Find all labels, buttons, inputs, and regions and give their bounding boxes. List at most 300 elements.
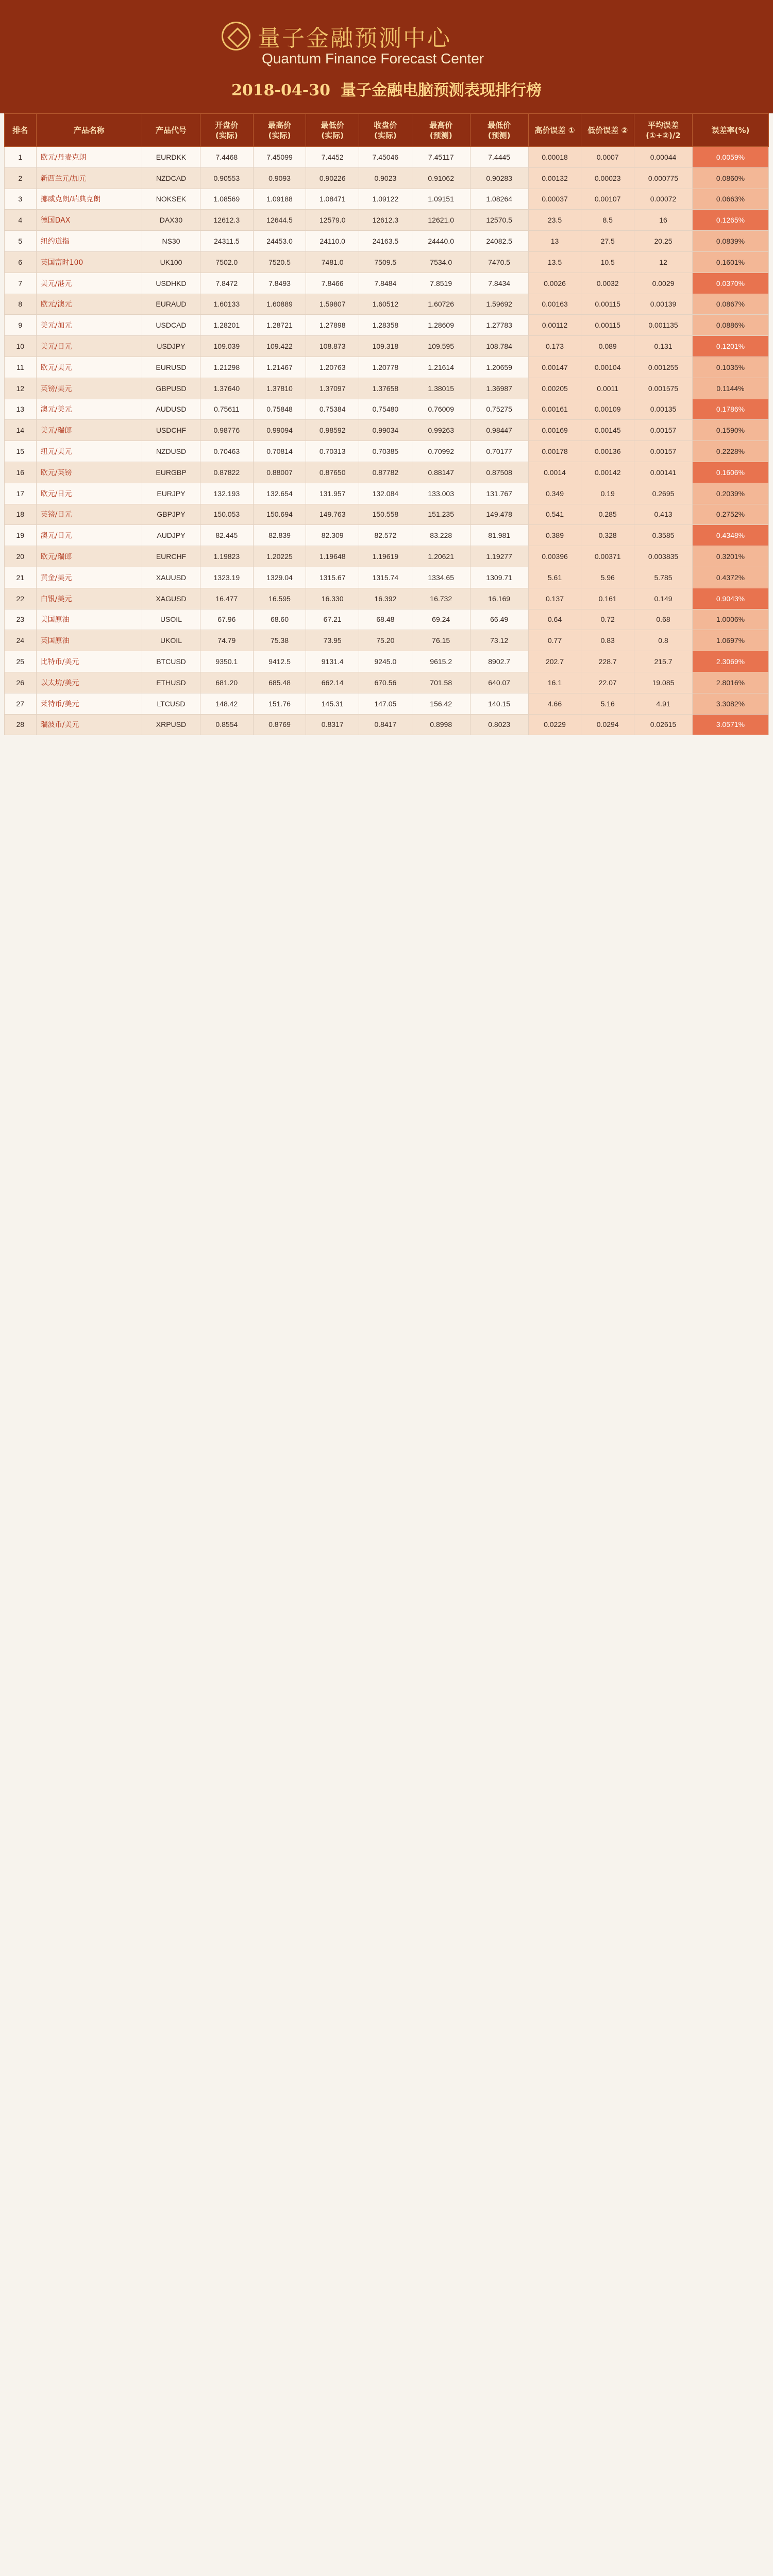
table-cell: 0.75611 <box>200 399 253 420</box>
table-cell: 0.0860% <box>693 167 769 189</box>
table-cell: 英镑/美元 <box>36 378 142 399</box>
table-cell: 9412.5 <box>253 651 306 672</box>
table-cell: 0.161 <box>581 588 634 609</box>
table-cell: 640.07 <box>470 672 528 693</box>
table-cell: 4 <box>5 210 37 231</box>
report-subtitle <box>0 77 773 100</box>
table-cell: 1315.67 <box>306 567 359 588</box>
table-cell: 109.422 <box>253 336 306 357</box>
table-cell: 149.763 <box>306 504 359 525</box>
table-cell: 欧元/瑞郎 <box>36 546 142 567</box>
table-cell: 23.5 <box>528 210 581 231</box>
table-cell: 68.48 <box>359 609 412 630</box>
table-cell: 82.839 <box>253 525 306 546</box>
table-cell: 1.37658 <box>359 378 412 399</box>
column-header-text: 误差率(%) <box>711 125 750 135</box>
table-cell: 133.003 <box>412 483 470 504</box>
table-cell: 比特币/美元 <box>36 651 142 672</box>
table-cell: 15 <box>5 441 37 462</box>
table-cell: 12621.0 <box>412 210 470 231</box>
table-cell: 662.14 <box>306 672 359 693</box>
table-cell: 28 <box>5 714 37 735</box>
table-cell: 8902.7 <box>470 651 528 672</box>
table-cell: 14 <box>5 420 37 441</box>
table-cell: 24110.0 <box>306 231 359 252</box>
table-cell: 148.42 <box>200 693 253 714</box>
table-cell: 0.149 <box>634 588 693 609</box>
table-cell: 1.19277 <box>470 546 528 567</box>
column-header <box>142 114 200 147</box>
table-cell: 0.00396 <box>528 546 581 567</box>
column-header-text: (①+②)/2 <box>646 130 681 140</box>
table-cell: 0.91062 <box>412 167 470 189</box>
table-cell: 0.75275 <box>470 399 528 420</box>
column-header <box>306 114 359 147</box>
table-cell: 0.70463 <box>200 441 253 462</box>
table-cell: 7.4445 <box>470 147 528 168</box>
table-cell: 0.88007 <box>253 462 306 483</box>
table-cell: 1334.65 <box>412 567 470 588</box>
table-cell: 132.654 <box>253 483 306 504</box>
table-cell: 0.1201% <box>693 336 769 357</box>
table-cell: 0.8317 <box>306 714 359 735</box>
table-cell: 莱特币/美元 <box>36 693 142 714</box>
table-cell: 670.56 <box>359 672 412 693</box>
table-cell: 109.318 <box>359 336 412 357</box>
table-cell: 0.68 <box>634 609 693 630</box>
table-cell: 7.8472 <box>200 273 253 294</box>
table-cell: 1.38015 <box>412 378 470 399</box>
table-cell: 0.8 <box>634 630 693 651</box>
table-cell: 0.1035% <box>693 357 769 378</box>
table-cell: 7509.5 <box>359 251 412 273</box>
table-row <box>5 714 769 735</box>
table-cell: 0.0294 <box>581 714 634 735</box>
table-cell: 0.000775 <box>634 167 693 189</box>
table-cell: 美元/港元 <box>36 273 142 294</box>
table-cell: 69.24 <box>412 609 470 630</box>
table-header-row <box>5 114 769 147</box>
table-cell: 澳元/日元 <box>36 525 142 546</box>
table-row <box>5 167 769 189</box>
table-cell: 0.389 <box>528 525 581 546</box>
table-cell: 24311.5 <box>200 231 253 252</box>
table-cell: 10.5 <box>581 251 634 273</box>
table-cell: 0.00112 <box>528 315 581 336</box>
table-cell: 5.16 <box>581 693 634 714</box>
table-cell: 12612.3 <box>359 210 412 231</box>
table-cell: 0.1265% <box>693 210 769 231</box>
table-cell: 0.8769 <box>253 714 306 735</box>
table-cell: 0.0370% <box>693 273 769 294</box>
table-cell: 132.193 <box>200 483 253 504</box>
table-cell: 0.3201% <box>693 546 769 567</box>
column-header <box>5 114 37 147</box>
table-cell: 151.235 <box>412 504 470 525</box>
table-cell: 1.60726 <box>412 294 470 315</box>
table-cell: 7.8466 <box>306 273 359 294</box>
report-date: 2018-04-30 <box>231 81 330 99</box>
table-cell: 1 <box>5 147 37 168</box>
table-cell: 0.00139 <box>634 294 693 315</box>
table-row <box>5 483 769 504</box>
table-cell: 9615.2 <box>412 651 470 672</box>
table-cell: 19.085 <box>634 672 693 693</box>
table-cell: 0.02615 <box>634 714 693 735</box>
table-cell: 151.76 <box>253 693 306 714</box>
table-cell: 1323.19 <box>200 567 253 588</box>
table-cell: 0.173 <box>528 336 581 357</box>
table-cell: 0.0014 <box>528 462 581 483</box>
table-cell: 7.8434 <box>470 273 528 294</box>
table-cell: XRPUSD <box>142 714 200 735</box>
table-cell: 10 <box>5 336 37 357</box>
table-cell: 0.1601% <box>693 251 769 273</box>
table-cell: 1.20225 <box>253 546 306 567</box>
table-cell: 0.4372% <box>693 567 769 588</box>
table-cell: 0.99034 <box>359 420 412 441</box>
table-cell: 0.00107 <box>581 189 634 210</box>
table-cell: UK100 <box>142 251 200 273</box>
table-cell: 0.285 <box>581 504 634 525</box>
table-cell: 黄金/美元 <box>36 567 142 588</box>
table-cell: 0.98776 <box>200 420 253 441</box>
table-cell: 1.28201 <box>200 315 253 336</box>
table-cell: 150.694 <box>253 504 306 525</box>
column-header-text: (实际) <box>215 130 238 140</box>
table-cell: 0.99094 <box>253 420 306 441</box>
table-cell: 瑞波币/美元 <box>36 714 142 735</box>
table-cell: 0.4348% <box>693 525 769 546</box>
table-cell: 0.75848 <box>253 399 306 420</box>
table-cell: 7534.0 <box>412 251 470 273</box>
table-cell: 0.98447 <box>470 420 528 441</box>
table-row <box>5 588 769 609</box>
table-cell: 0.0011 <box>581 378 634 399</box>
table-cell: 131.767 <box>470 483 528 504</box>
table-row <box>5 630 769 651</box>
table-cell: 202.7 <box>528 651 581 672</box>
table-cell: 0.00104 <box>581 357 634 378</box>
column-header-text: 开盘价 <box>215 120 239 130</box>
table-cell: 27.5 <box>581 231 634 252</box>
table-cell: 0.00157 <box>634 420 693 441</box>
table-cell: 0.0867% <box>693 294 769 315</box>
table-cell: 0.00147 <box>528 357 581 378</box>
table-cell: 0.00023 <box>581 167 634 189</box>
table-row <box>5 189 769 210</box>
table-cell: 1.20621 <box>412 546 470 567</box>
table-cell: 18 <box>5 504 37 525</box>
table-cell: 0.00163 <box>528 294 581 315</box>
table-cell: 0.00044 <box>634 147 693 168</box>
table-cell: 0.00141 <box>634 462 693 483</box>
table-cell: 0.9023 <box>359 167 412 189</box>
table-cell: 0.75480 <box>359 399 412 420</box>
table-cell: 1.37810 <box>253 378 306 399</box>
table-cell: 1329.04 <box>253 567 306 588</box>
table-cell: 1.28721 <box>253 315 306 336</box>
table-cell: 3.3082% <box>693 693 769 714</box>
column-header-text: 最高价 <box>429 120 453 130</box>
table-cell: 0.99263 <box>412 420 470 441</box>
table-cell: EURCHF <box>142 546 200 567</box>
table-cell: 0.0059% <box>693 147 769 168</box>
table-cell: 27 <box>5 693 37 714</box>
table-row <box>5 504 769 525</box>
table-cell: 19 <box>5 525 37 546</box>
table-cell: 1.09122 <box>359 189 412 210</box>
table-cell: 7502.0 <box>200 251 253 273</box>
table-cell: 0.8554 <box>200 714 253 735</box>
column-header <box>528 114 581 147</box>
table-cell: 16.392 <box>359 588 412 609</box>
column-header <box>412 114 470 147</box>
table-cell: 1.59807 <box>306 294 359 315</box>
table-cell: NZDUSD <box>142 441 200 462</box>
table-cell: 215.7 <box>634 651 693 672</box>
table-cell: 0.00178 <box>528 441 581 462</box>
table-cell: 0.00169 <box>528 420 581 441</box>
table-cell: 1.19823 <box>200 546 253 567</box>
table-cell: 13 <box>5 399 37 420</box>
table-cell: 12612.3 <box>200 210 253 231</box>
table-cell: 1.36987 <box>470 378 528 399</box>
table-cell: 欧元/英镑 <box>36 462 142 483</box>
table-cell: 9131.4 <box>306 651 359 672</box>
table-cell: 1.21298 <box>200 357 253 378</box>
table-row <box>5 231 769 252</box>
table-cell: 0.75384 <box>306 399 359 420</box>
table-cell: 英国富时100 <box>36 251 142 273</box>
table-cell: 0.00072 <box>634 189 693 210</box>
table-cell: 0.001575 <box>634 378 693 399</box>
table-cell: 纽元/美元 <box>36 441 142 462</box>
table-cell: 7 <box>5 273 37 294</box>
table-cell: USDJPY <box>142 336 200 357</box>
table-cell: 0.00142 <box>581 462 634 483</box>
table-cell: 5.96 <box>581 567 634 588</box>
table-cell: 新西兰元/加元 <box>36 167 142 189</box>
table-row <box>5 672 769 693</box>
table-cell: 0.137 <box>528 588 581 609</box>
table-cell: 12 <box>5 378 37 399</box>
table-row <box>5 441 769 462</box>
table-cell: 美国原油 <box>36 609 142 630</box>
table-cell: 1.19648 <box>306 546 359 567</box>
table-row <box>5 546 769 567</box>
table-cell: 685.48 <box>253 672 306 693</box>
table-cell: 81.981 <box>470 525 528 546</box>
table-cell: 9350.1 <box>200 651 253 672</box>
table-cell: 0.0007 <box>581 147 634 168</box>
column-header-text: (实际) <box>268 130 291 140</box>
column-header-text: 最高价 <box>267 120 291 130</box>
table-row <box>5 609 769 630</box>
table-cell: 0.00161 <box>528 399 581 420</box>
table-cell: 澳元/美元 <box>36 399 142 420</box>
table-cell: 5.61 <box>528 567 581 588</box>
table-cell: 68.60 <box>253 609 306 630</box>
table-cell: BTCUSD <box>142 651 200 672</box>
table-cell: 20 <box>5 546 37 567</box>
table-cell: 7.45046 <box>359 147 412 168</box>
table-cell: 145.31 <box>306 693 359 714</box>
table-cell: 16.330 <box>306 588 359 609</box>
table-cell: AUDUSD <box>142 399 200 420</box>
table-cell: 7.8519 <box>412 273 470 294</box>
table-cell: 0.00371 <box>581 546 634 567</box>
table-cell: 0.83 <box>581 630 634 651</box>
table-cell: 0.00115 <box>581 294 634 315</box>
table-row <box>5 315 769 336</box>
table-cell: 7.8493 <box>253 273 306 294</box>
column-header <box>581 114 634 147</box>
table-cell: EURAUD <box>142 294 200 315</box>
table-cell: 0.72 <box>581 609 634 630</box>
table-cell: 1.59692 <box>470 294 528 315</box>
table-cell: 21 <box>5 567 37 588</box>
table-cell: 74.79 <box>200 630 253 651</box>
table-cell: 1.28358 <box>359 315 412 336</box>
table-cell: 156.42 <box>412 693 470 714</box>
table-cell: 681.20 <box>200 672 253 693</box>
table-cell: 1.28609 <box>412 315 470 336</box>
table-row <box>5 357 769 378</box>
table-cell: 0.70814 <box>253 441 306 462</box>
table-cell: 150.053 <box>200 504 253 525</box>
table-cell: 0.77 <box>528 630 581 651</box>
table-row <box>5 147 769 168</box>
table-cell: 0.00037 <box>528 189 581 210</box>
table-cell: 75.38 <box>253 630 306 651</box>
table-cell: 109.595 <box>412 336 470 357</box>
table-cell: 0.349 <box>528 483 581 504</box>
table-cell: 9245.0 <box>359 651 412 672</box>
table-cell: 132.084 <box>359 483 412 504</box>
table-cell: 24453.0 <box>253 231 306 252</box>
report-header <box>0 0 773 113</box>
table-cell: 0.541 <box>528 504 581 525</box>
table-cell: 0.0229 <box>528 714 581 735</box>
table-cell: GBPUSD <box>142 378 200 399</box>
column-header-text: 高价误差 ① <box>534 125 575 135</box>
table-row <box>5 420 769 441</box>
table-row <box>5 525 769 546</box>
table-cell: 0.0839% <box>693 231 769 252</box>
table-cell: 7.4468 <box>200 147 253 168</box>
table-cell: 16 <box>634 210 693 231</box>
table-cell: 7.45099 <box>253 147 306 168</box>
table-cell: 83.228 <box>412 525 470 546</box>
table-cell: 5 <box>5 231 37 252</box>
table-cell: XAUUSD <box>142 567 200 588</box>
table-cell: EURJPY <box>142 483 200 504</box>
table-cell: 108.784 <box>470 336 528 357</box>
table-cell: 1.21467 <box>253 357 306 378</box>
column-header <box>634 114 693 147</box>
table-cell: 140.15 <box>470 693 528 714</box>
table-cell: 24082.5 <box>470 231 528 252</box>
center-title-cn: 量子金融预测中心 <box>258 25 451 52</box>
table-cell: 1.08569 <box>200 189 253 210</box>
table-cell: 0.328 <box>581 525 634 546</box>
table-cell: 7.45117 <box>412 147 470 168</box>
table-cell: 英镑/日元 <box>36 504 142 525</box>
table-row <box>5 462 769 483</box>
table-cell: 0.70992 <box>412 441 470 462</box>
table-row <box>5 210 769 231</box>
table-cell: 0.90283 <box>470 167 528 189</box>
table-cell: 23 <box>5 609 37 630</box>
table-cell: 11 <box>5 357 37 378</box>
table-cell: EURGBP <box>142 462 200 483</box>
table-cell: 0.2039% <box>693 483 769 504</box>
table-cell: USOIL <box>142 609 200 630</box>
table-cell: 24 <box>5 630 37 651</box>
table-cell: 228.7 <box>581 651 634 672</box>
table-cell: AUDJPY <box>142 525 200 546</box>
table-row <box>5 336 769 357</box>
column-header-text: (实际) <box>321 130 344 140</box>
table-cell: 0.64 <box>528 609 581 630</box>
table-cell: 0.0886% <box>693 315 769 336</box>
table-cell: 美元/瑞郎 <box>36 420 142 441</box>
table-cell: 0.87650 <box>306 462 359 483</box>
table-row <box>5 273 769 294</box>
table-cell: 75.20 <box>359 630 412 651</box>
table-cell: 0.87782 <box>359 462 412 483</box>
table-cell: 0.1590% <box>693 420 769 441</box>
table-cell: 7481.0 <box>306 251 359 273</box>
table-cell: 73.95 <box>306 630 359 651</box>
table-cell: 0.0029 <box>634 273 693 294</box>
table-cell: 1.0006% <box>693 609 769 630</box>
column-header <box>200 114 253 147</box>
table-cell: 0.089 <box>581 336 634 357</box>
table-row <box>5 251 769 273</box>
column-header-text: 收盘价 <box>374 120 397 130</box>
table-cell: 7.4452 <box>306 147 359 168</box>
table-cell: 3 <box>5 189 37 210</box>
table-cell: 1315.74 <box>359 567 412 588</box>
table-cell: 16 <box>5 462 37 483</box>
table-cell: GBPJPY <box>142 504 200 525</box>
table-cell: 7520.5 <box>253 251 306 273</box>
table-cell: 82.572 <box>359 525 412 546</box>
column-header-text: (预测) <box>429 130 452 140</box>
column-header-text: 最低价 <box>321 120 344 130</box>
table-cell: DAX30 <box>142 210 200 231</box>
table-cell: 0.00109 <box>581 399 634 420</box>
table-cell: 0.1606% <box>693 462 769 483</box>
table-cell: 12644.5 <box>253 210 306 231</box>
table-row <box>5 567 769 588</box>
table-cell: 7470.5 <box>470 251 528 273</box>
table-cell: 1.21614 <box>412 357 470 378</box>
table-cell: 0.00205 <box>528 378 581 399</box>
table-cell: 0.00145 <box>581 420 634 441</box>
table-cell: 德国DAX <box>36 210 142 231</box>
table-cell: 1.60889 <box>253 294 306 315</box>
column-header-text: 排名 <box>12 125 28 135</box>
column-header-text: 最低价 <box>488 120 511 130</box>
table-cell: 0.70385 <box>359 441 412 462</box>
table-cell: 0.87822 <box>200 462 253 483</box>
table-cell: 1.09188 <box>253 189 306 210</box>
table-cell: 美元/加元 <box>36 315 142 336</box>
table-cell: 欧元/澳元 <box>36 294 142 315</box>
